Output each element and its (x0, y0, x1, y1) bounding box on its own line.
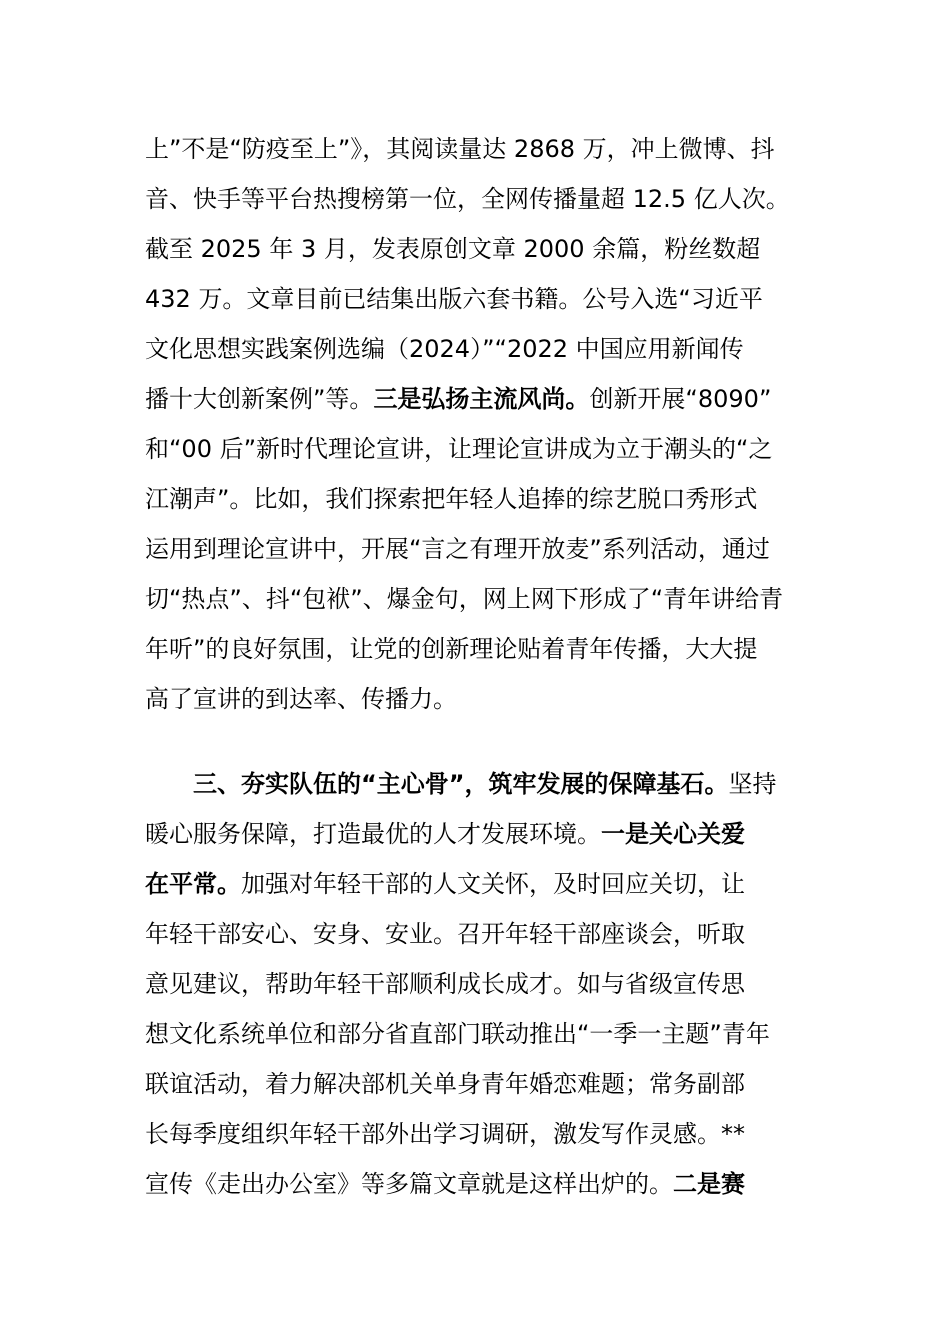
text-line (145, 183, 790, 215)
text-run: 宣传《走出办公室》等多篇文章就是这样出炉的。 (145, 1170, 673, 1198)
section-heading: 三、夯实队伍的“主心骨”，筑牢发展的保障基石。 (193, 770, 729, 798)
text-line (145, 383, 771, 415)
text-line (145, 918, 745, 950)
text-run: 高了宣讲的到达率、传播力。 (145, 685, 457, 713)
text-run: 联谊活动，着力解决部机关单身青年婚恋难题；常务副部 (145, 1070, 745, 1098)
text-line (145, 483, 757, 515)
text-run: 播十大创新案例”等。 (145, 385, 374, 413)
text-run: 上”不是“防疫至上”》，其阅读量达 2868 万，冲上微博、抖 (145, 135, 775, 163)
text-line (145, 1118, 745, 1150)
text-run: 意见建议，帮助年轻干部顺利成长成才。如与省级宣传思 (145, 970, 745, 998)
text-run: 和“00 后”新时代理论宣讲，让理论宣讲成为立于潮头的“之 (145, 435, 773, 463)
bold-lead: 三是弘扬主流风尚。 (373, 385, 590, 413)
text-line (145, 583, 783, 615)
text-line (145, 818, 745, 850)
text-line (145, 633, 757, 665)
text-run: 文化思想实践案例选编（2024）”“2022 中国应用新闻传 (145, 335, 744, 363)
text-run: 想文化系统单位和部分省直部门联动推出“一季一主题”青年 (145, 1020, 770, 1048)
text-run: 运用到理论宣讲中，开展“言之有理开放麦”系列活动，通过 (145, 535, 770, 563)
text-line (145, 533, 770, 565)
text-line (145, 868, 745, 900)
text-line (145, 433, 772, 465)
text-line (145, 133, 775, 165)
bold-lead: 在平常。 (145, 870, 241, 898)
bold-lead: 一是关心关爱 (601, 820, 745, 848)
text-run: 年轻干部安心、安身、安业。召开年轻干部座谈会，听取 (145, 920, 745, 948)
text-line (145, 333, 744, 365)
text-run: 音、快手等平台热搜榜第一位，全网传播量超 12.5 亿人次。 (145, 185, 790, 213)
text-run: 截至 2025 年 3 月，发表原创文章 2000 余篇，粉丝数超 (145, 235, 761, 263)
text-line (145, 233, 760, 265)
text-run: 长每季度组织年轻干部外出学习调研，激发写作灵感。** (145, 1120, 745, 1148)
text-run: 创新开展“8090” (589, 385, 772, 413)
text-run: 年听”的良好氛围，让党的创新理论贴着青年传播，大大提 (145, 635, 758, 663)
text-line (145, 1018, 770, 1050)
text-run: 江潮声”。比如，我们探索把年轻人追捧的综艺脱口秀形式 (145, 485, 758, 513)
text-line (145, 283, 763, 315)
bold-lead: 二是赛 (673, 1170, 745, 1198)
text-run: 加强对年轻干部的人文关怀，及时回应关切，让 (241, 870, 745, 898)
text-run: 坚持 (728, 770, 777, 798)
text-line (145, 1168, 745, 1200)
text-line (145, 1068, 745, 1100)
text-line (145, 683, 457, 715)
text-run: 432 万。文章目前已结集出版六套书籍。公号入选“习近平 (145, 285, 763, 313)
text-line (145, 968, 745, 1000)
text-run: 切“热点”、抖“包袱”、爆金句，网上网下形成了“青年讲给青 (145, 585, 784, 613)
section-heading-line (193, 768, 777, 800)
text-run: 暖心服务保障，打造最优的人才发展环境。 (145, 820, 601, 848)
